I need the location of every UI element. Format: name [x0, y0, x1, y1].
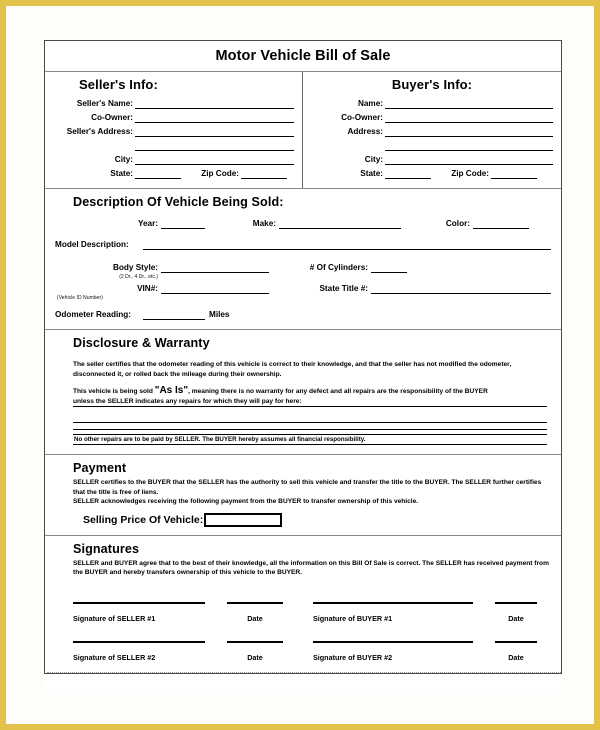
- vehicle-year-input[interactable]: [161, 219, 205, 229]
- seller1-date-line[interactable]: [227, 602, 283, 604]
- seller-address2-row: [53, 138, 294, 151]
- buyer2-signature-line[interactable]: [313, 641, 473, 643]
- seller2-date-cell: [227, 641, 283, 662]
- vehicle-description-heading: Description Of Vehicle Being Sold:: [73, 195, 284, 209]
- buyer-coowner-label: Co-Owner:: [341, 113, 383, 122]
- bill-of-sale-document: [44, 40, 562, 674]
- buyer-address-input[interactable]: [385, 126, 553, 137]
- buyer-coowner-input[interactable]: [385, 112, 553, 123]
- vehicle-cylinders-input[interactable]: [371, 263, 407, 273]
- vehicle-bodystyle-cylinders-row: [55, 263, 551, 273]
- selling-price-input[interactable]: [204, 513, 282, 527]
- document-bottom-dotted-edge: [47, 672, 561, 673]
- seller-address-input[interactable]: [135, 126, 294, 137]
- seller-state-input[interactable]: [135, 168, 181, 179]
- vehicle-vin-sub-row: [55, 294, 551, 301]
- buyer1-signature-line[interactable]: [313, 602, 473, 604]
- signatures-paragraph: SELLER and BUYER agree that to the best of their knowledge, all the information on this Bill Of Sale is correct. The SELLER has received payment from the BUYER and hereby transfers ownership of this vehicle to the BUYER.: [73, 559, 549, 576]
- buyer2-date-caption: Date: [508, 652, 524, 662]
- page-title: Motor Vehicle Bill of Sale: [215, 48, 391, 64]
- buyer-zip-input[interactable]: [491, 168, 537, 179]
- disclosure-heading: Disclosure & Warranty: [73, 336, 210, 350]
- buyer1-signature-caption: Signature of BUYER #1: [313, 613, 393, 623]
- buyer2-date-cell: [495, 641, 537, 662]
- vehicle-model-row: [55, 240, 551, 250]
- disclosure-section: [45, 330, 561, 455]
- seller-state-label: State:: [110, 169, 133, 178]
- vehicle-color-label: Color:: [445, 219, 470, 228]
- disclosure-asis-quote: "As Is": [154, 385, 189, 396]
- disclosure-repairs-line: [45, 397, 561, 408]
- buyer-address2-row: [311, 138, 553, 151]
- buyer-name-row: [311, 96, 553, 109]
- vehicle-year-label: Year:: [137, 219, 158, 228]
- buyer1-date-cell: [495, 602, 537, 623]
- disclosure-blank-line-2[interactable]: [73, 423, 547, 430]
- buyer2-date-line[interactable]: [495, 641, 537, 643]
- seller-city-input[interactable]: [135, 154, 294, 165]
- vehicle-cylinders-label: # Of Cylinders:: [309, 263, 368, 272]
- payment-section: [45, 455, 561, 536]
- disclosure-blank-line-1[interactable]: [73, 414, 547, 423]
- title-section: [45, 41, 561, 72]
- buyer-state-input[interactable]: [385, 168, 431, 179]
- vehicle-state-title-input[interactable]: [371, 284, 551, 294]
- disclosure-asis-pre: This vehicle is being sold: [73, 388, 155, 395]
- buyer-info-block: [303, 72, 561, 188]
- vehicle-bodystyle-sublabel: (2 Dr., 4 Dr., etc.): [119, 274, 158, 280]
- signatures-section: [45, 536, 561, 673]
- seller2-signature-cell: [73, 641, 205, 662]
- buyer1-signature-cell: [313, 602, 473, 623]
- vehicle-model-input[interactable]: [143, 240, 551, 250]
- selling-price-label: Selling Price Of Vehicle:: [83, 513, 204, 526]
- seller-address-row: [53, 124, 294, 137]
- seller-coowner-row: [53, 110, 294, 123]
- vehicle-odometer-input[interactable]: [143, 310, 205, 320]
- seller1-signature-cell: [73, 602, 205, 623]
- parties-section: [45, 72, 561, 189]
- signature-row-2: [55, 641, 551, 662]
- vehicle-odometer-row: [55, 310, 551, 320]
- vehicle-vin-title-row: [55, 284, 551, 294]
- disclosure-asis-paragraph: [45, 379, 561, 397]
- payment-heading: Payment: [73, 461, 127, 475]
- seller-coowner-label: Co-Owner:: [91, 113, 133, 122]
- vehicle-bodystyle-input[interactable]: [161, 263, 269, 273]
- buyer-city-input[interactable]: [385, 154, 553, 165]
- vehicle-make-input[interactable]: [279, 219, 401, 229]
- seller2-date-caption: Date: [247, 652, 263, 662]
- seller-name-row: [53, 96, 294, 109]
- buyer1-date-line[interactable]: [495, 602, 537, 604]
- seller-address2-input[interactable]: [135, 140, 294, 151]
- seller-heading: Seller's Info:: [79, 77, 158, 92]
- seller-info-block: [45, 72, 303, 188]
- seller-zip-input[interactable]: [241, 168, 287, 179]
- vehicle-odometer-label: Odometer Reading:: [55, 310, 131, 319]
- vehicle-vin-label: VIN#:: [137, 284, 158, 293]
- buyer-address-row: [311, 124, 553, 137]
- buyer-address2-input[interactable]: [385, 140, 553, 151]
- signatures-heading: Signatures: [73, 541, 140, 556]
- vehicle-vin-sublabel: (Vehicle ID Number): [57, 295, 103, 301]
- buyer-coowner-row: [311, 110, 553, 123]
- vehicle-make-label: Make:: [252, 219, 276, 228]
- selling-price-row: [45, 507, 561, 535]
- seller-coowner-input[interactable]: [135, 112, 294, 123]
- seller-zip-label: Zip Code:: [201, 169, 239, 178]
- payment-paragraph-2: SELLER acknowledges receiving the following payment from the BUYER to transfer ownership of this vehicle.: [73, 498, 419, 505]
- buyer-state-label: State:: [360, 169, 383, 178]
- paper-sheet: [44, 40, 562, 694]
- vehicle-miles-label: Miles: [209, 310, 230, 319]
- buyer1-date-caption: Date: [508, 613, 524, 623]
- buyer-heading: Buyer's Info:: [391, 77, 473, 92]
- seller-state-zip-row: [53, 166, 294, 179]
- vehicle-model-label: Model Description:: [55, 240, 129, 249]
- seller1-signature-caption: Signature of SELLER #1: [73, 613, 156, 623]
- buyer2-signature-cell: [313, 641, 473, 662]
- buyer-zip-label: Zip Code:: [451, 169, 489, 178]
- vehicle-year-make-color-row: [55, 219, 551, 229]
- vehicle-description-section: [45, 189, 561, 330]
- disclosure-repairs-text: unless the SELLER indicates any repairs for which they will pay for here:: [73, 397, 547, 408]
- seller1-signature-line[interactable]: [73, 602, 205, 604]
- vehicle-state-title-label: State Title #:: [319, 284, 368, 293]
- seller1-date-caption: Date: [247, 613, 263, 623]
- disclosure-asis-post: , meaning there is no warranty for any defect and all repairs are the responsibility of the BUYER: [188, 388, 488, 395]
- seller1-date-cell: [227, 602, 283, 623]
- disclosure-paragraph-1: The seller certifies that the odometer reading of this vehicle is correct to their knowledge, and that the seller has not modified the odometer, disconnected it, or rolled back the mileage during their ownership.: [73, 361, 512, 378]
- vehicle-color-input[interactable]: [473, 219, 529, 229]
- buyer-name-input[interactable]: [385, 98, 553, 109]
- buyer2-signature-caption: Signature of BUYER #2: [313, 652, 393, 662]
- vehicle-vin-input[interactable]: [161, 284, 269, 294]
- vehicle-bodystyle-sub-row: [55, 273, 551, 280]
- seller-address-label: Seller's Address:: [66, 127, 133, 136]
- seller-name-label: Seller's Name:: [76, 99, 133, 108]
- seller-name-input[interactable]: [135, 98, 294, 109]
- payment-paragraph-1: SELLER certifies to the BUYER that the SELLER has the authority to sell this vehicle and transfer the title to the BUYER. The SELLER further certifies that the title is free of liens.: [73, 479, 542, 496]
- seller2-signature-line[interactable]: [73, 641, 205, 643]
- vehicle-bodystyle-label: Body Style:: [112, 263, 158, 272]
- disclosure-no-other-repairs-note: No other repairs are to be paid by SELLER. The BUYER hereby assumes all financial responsibility.: [73, 434, 547, 445]
- seller2-signature-caption: Signature of SELLER #2: [73, 652, 156, 662]
- buyer-state-zip-row: [311, 166, 553, 179]
- buyer-city-row: [311, 152, 553, 165]
- seller2-date-line[interactable]: [227, 641, 283, 643]
- seller-city-row: [53, 152, 294, 165]
- seller-city-label: City:: [114, 155, 133, 164]
- signature-row-1: [55, 602, 551, 623]
- buyer-address-label: Address:: [347, 127, 383, 136]
- buyer-name-label: Name:: [357, 99, 383, 108]
- buyer-city-label: City:: [364, 155, 383, 164]
